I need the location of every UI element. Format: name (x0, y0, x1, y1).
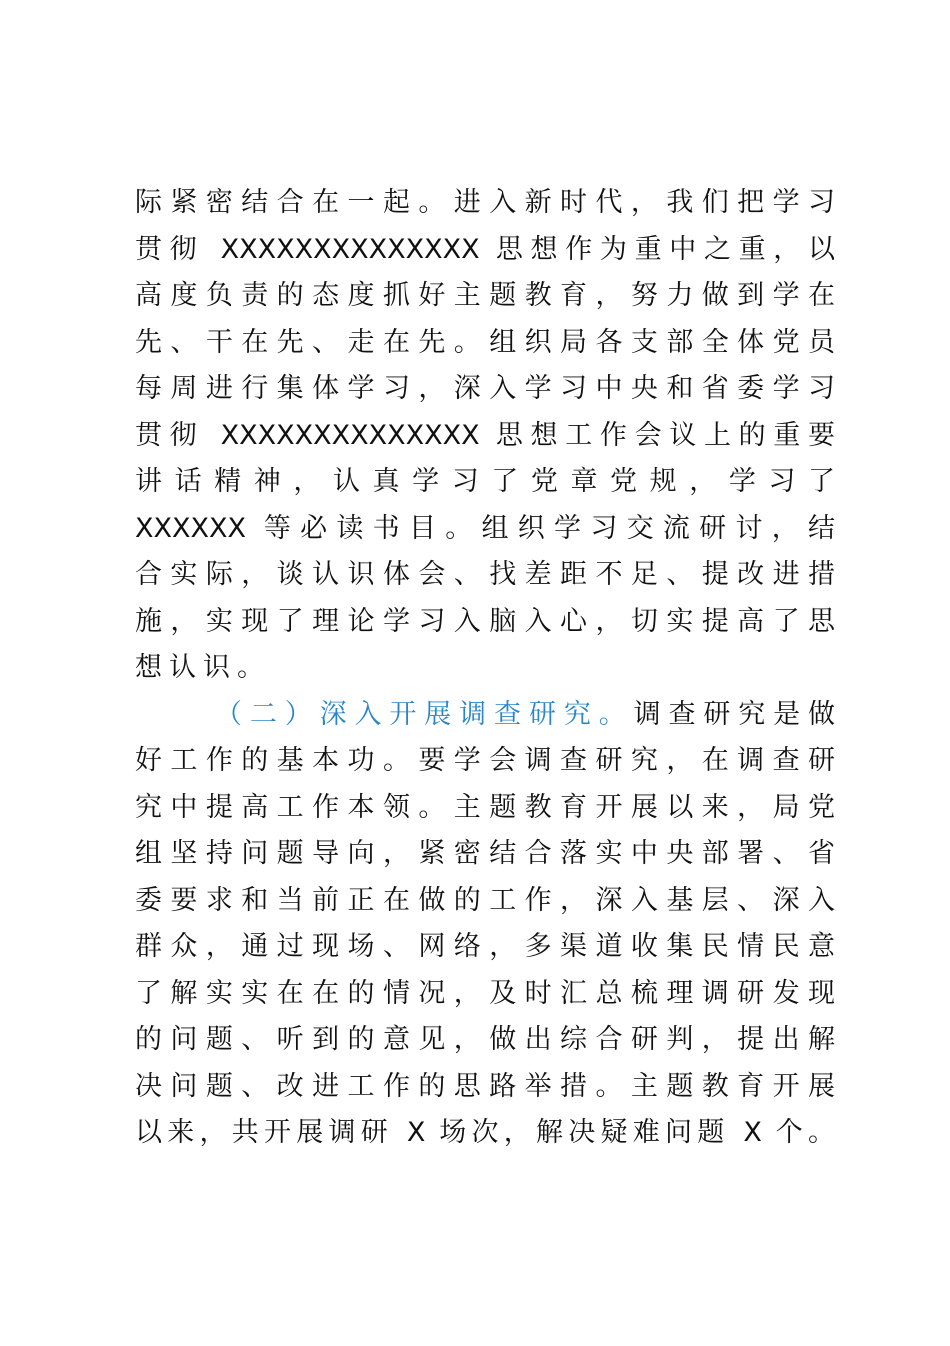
text-line: 高度负责的态度抓好主题教育，努力做到学在 (135, 280, 835, 311)
text-line: 究中提高工作本领。主题教育开展以来，局党 (135, 791, 835, 823)
text-line: 每周进行集体学习，深入学习中央和省委学习 (135, 373, 835, 404)
text-line: 好工作的基本功。要学会调查研究，在调查研 (135, 745, 835, 776)
text-line: 委要求和当前正在做的工作，深入基层、深入 (135, 884, 835, 916)
text-line: 合实际，谈认识体会、找差距不足、提改进措 (135, 559, 835, 590)
text-line: 的问题、听到的意见，做出综合研判，提出解 (135, 1024, 835, 1055)
text-line: 际紧密结合在一起。进入新时代，我们把学习 (135, 187, 835, 218)
text-line: 群众，通过现场、网络，多渠道收集民情民意 (135, 931, 835, 962)
paragraph-1 (135, 180, 835, 692)
paragraph-2 (135, 692, 835, 1157)
text-line: 施，实现了理论学习入脑入心，切实提高了思 (135, 605, 835, 637)
body-text (135, 180, 835, 1157)
section-heading-line (135, 692, 835, 739)
text-line: 了解实实在在的情况，及时汇总梳理调研发现 (135, 977, 835, 1009)
heading-line-text: 调查研究是做 (633, 698, 835, 730)
text-line: 想认识。 (135, 652, 271, 683)
text-line: 先、干在先、走在先。组织局各支部全体党员 (135, 326, 835, 358)
text-line: 讲话精神，认真学习了党章党规，学习了 (135, 466, 835, 497)
text-line: 贯彻 XXXXXXXXXXXXXX 思想工作会议上的重要 (135, 419, 835, 451)
text-line: 组坚持问题导向，紧密结合落实中央部署、省 (135, 838, 835, 869)
text-line: 贯彻 XXXXXXXXXXXXXX 思想作为重中之重，以 (135, 233, 835, 265)
text-line: XXXXXX 等必读书目。组织学习交流研讨，结 (135, 512, 835, 544)
section-heading: （二）深入开展调查研究。 (215, 698, 634, 730)
text-line: 以来，共开展调研 X 场次，解决疑难问题 X 个。 (135, 1117, 835, 1148)
text-line: 决问题、改进工作的思路举措。主题教育开展 (135, 1070, 835, 1102)
